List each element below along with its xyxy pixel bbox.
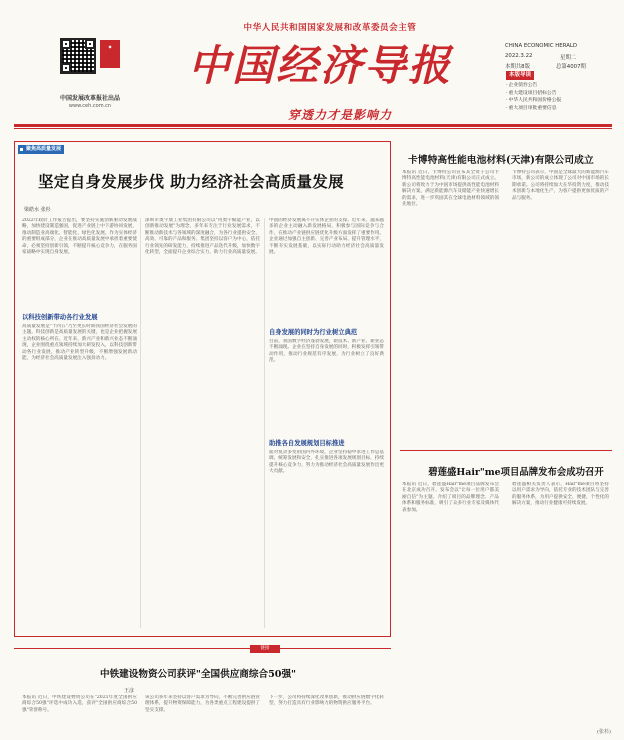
article-paragraph: 深圳市奥宇康工业集团有限公司以"用奥宇赋能产业，以创新推动发展"为理念，多年来专注于行业发展需求，不断推动新技术与各领域的深度融合，为各行业提供安全、高效、可靠的产品和服务。集团坚持以客户为中心，依托行业领先的研发能力，持续推进产品迭代升级，加快数字化转型，全面提升企业综合实力，助力行业高质量发展。	[145, 218, 260, 256]
issue-weekday: 星期二	[560, 55, 577, 61]
main-headline[interactable]: 坚定自身发展步伐 助力经济社会高质量发展	[38, 172, 344, 191]
guide-label: 本版导读	[506, 71, 534, 80]
article-paragraph: 本报讯 近日，碧莲盛Hair"me项目品牌发布会在北京成功召开。发布会以"让每一位用户都美丽自信"为主题，介绍了项目的品牌理念、产品体系和服务标准，吸引了众多行业专家及媒体代表参加。	[402, 482, 499, 513]
right-article-1-column-2	[512, 170, 609, 440]
article-paragraph: 该公司多年来坚持以客户需求为导向，不断完善供应链管理体系，提升物资保障能力，为各类重点工程建设提供了坚实支撑。	[145, 695, 260, 713]
right-article-1-headline[interactable]: 卡博特高性能电池材料(天津)有限公司成立	[408, 155, 594, 166]
article-paragraph: 目前，我国数字经济蓬勃发展，新技术、新产业、新业态不断涌现。企业在坚持自身发展的同时，积极发挥引领带动作用，推动行业规范有序发展，为行业树立了良好典范。	[269, 339, 384, 364]
column-divider	[264, 218, 265, 628]
column-divider	[140, 218, 141, 628]
guide-item[interactable]: · 重大项目审批重要信息	[506, 105, 616, 113]
main-column-2	[145, 218, 260, 628]
issue-number: 总第4007期	[556, 64, 586, 70]
right-article-2-column-2	[512, 482, 609, 722]
qr-code	[60, 38, 96, 74]
article-paragraph: 高质量发展是"十四五"乃至更长时期我国经济社会发展的主题。科技创新是高质量发展的关键，也是企业把握发展主动权的核心所在。近年来，新兴产业和新兴业态不断涌现，企业围绕重点领域持续加大研发投入，以科技创新带动各行业发展，推动产业转型升级，不断增强发展新动能，为经济社会高质量发展注入强劲动力。	[22, 324, 137, 362]
guide-list	[506, 82, 616, 112]
main-column-3	[269, 218, 384, 620]
bottom-author: 王彦	[124, 688, 135, 694]
page-count: 本期共8版	[505, 64, 530, 70]
bottom-headline[interactable]: 中铁建设物资公司获评"全国供应商综合50强"	[100, 669, 297, 680]
main-column-1	[22, 218, 137, 624]
issue-date: 2022.3.22	[505, 53, 533, 59]
bottom-column-3	[269, 695, 384, 735]
article-subhead: 以科技创新带动各行业发展	[22, 314, 98, 321]
main-byline: 梁皓水 张杉	[24, 207, 51, 213]
bottom-divider	[14, 648, 391, 649]
article-subhead: 自身发展的同时为行业树立典范	[269, 329, 358, 336]
masthead-divider-thin	[14, 128, 612, 129]
article-paragraph: 碧莲盛相关负责人表示，Hair"me项目将坚持以用户需求为导向，依托专业的技术团队与完善的服务体系，为用户提供安全、便捷、个性化的解决方案，推动行业健康可持续发展。	[512, 482, 609, 507]
guide-item[interactable]: · 企业债券公告	[506, 82, 616, 90]
right-article-2-column-1	[402, 482, 499, 727]
article-paragraph: 面对复杂多变的国内外环境，企业坚持稳中求进工作总基调，统筹发展和安全，扎实推进各项发展规划目标，持续提升核心竞争力，努力为推动经济社会高质量发展作出更大贡献。	[269, 450, 384, 475]
guide-item[interactable]: · 中华人民共和国价格公报	[506, 97, 616, 105]
article-paragraph: 本报讯 近日，卡博特公司宣布其全资子公司卡博特高性能电池材料(天津)有限公司正式成立。新公司将致力于为中国市场提供高性能电池材料解决方案，满足新能源汽车及储能产业快速增长的需求，进一步巩固其在全球电池材料领域的领先地位。	[402, 170, 499, 208]
supervisor-line: 中华人民共和国国家发展和改革委员会主管	[243, 23, 417, 33]
right-article-1-column-1	[402, 170, 499, 440]
guide-item[interactable]: · 重大建设项目招标公告	[506, 90, 616, 98]
website-link[interactable]: www.ceh.com.cn	[68, 103, 112, 109]
newspaper-logo: 中国经济导报	[187, 41, 452, 90]
article-paragraph: 卡博特公司表示，中国是全球最大的新能源汽车市场，新公司的成立体现了公司对中国市场的长期承诺。公司将持续加大在华投资力度，推动技术创新与本地化生产，为客户提供更加优质的产品与服务。	[512, 170, 609, 201]
section-tag[interactable]: 聚焦高质量发展	[18, 145, 64, 154]
publisher-logo-icon: ◆	[100, 40, 120, 68]
english-name: CHINA ECONOMIC HERALD	[505, 43, 578, 49]
bottom-column-1	[22, 695, 137, 735]
article-subhead: 助推各自发展规划目标推进	[269, 440, 345, 447]
bottom-section-tag: 链接	[250, 645, 280, 653]
article-paragraph: 中国的经济发展离不开实体企业的支撑。近年来，越来越多的企业主动融入新发展格局，积极参与国际竞争与合作，在推动产业链供应链优化升级方面发挥了重要作用。企业通过加强自主创新、完善产业布局、提升管理水平，不断夯实发展基础，以实际行动助力经济社会高质量发展。	[269, 218, 384, 256]
article-paragraph: 2022年政府工作报告提出，要坚持实施创新驱动发展战略，加快建设制造强国，促进产业链上中下游协同发展，推动制造业高端化、智能化、绿色化发展。作为实体经济的重要组成部分，企业在推动高质量发展中承担着重要使命，必须坚持创新引领，不断提升核心竞争力，在服务国家战略中实现自身发展。	[22, 218, 137, 256]
publisher-name: 中国发展改革报社出品	[59, 95, 120, 102]
article-paragraph: 下一步，公司将持续深化改革创新，推动供应链数字化转型，努力打造具有行业影响力的物资供应服务平台。	[269, 695, 384, 707]
bottom-column-2	[145, 695, 260, 735]
article-signature: (张杉)	[597, 729, 611, 735]
article-paragraph: 本报讯 近日，中铁建设物资公司在"2021年度全国供应商综合50强"评选中成功入选，获评"全国供应商综合50强"荣誉称号。	[22, 695, 137, 713]
slogan: 穿透力才是影响力	[287, 108, 392, 122]
masthead-divider	[14, 124, 612, 127]
right-article-2-headline[interactable]: 碧莲盛Hair"me项目品牌发布会成功召开	[428, 467, 604, 478]
section-divider	[400, 450, 612, 451]
